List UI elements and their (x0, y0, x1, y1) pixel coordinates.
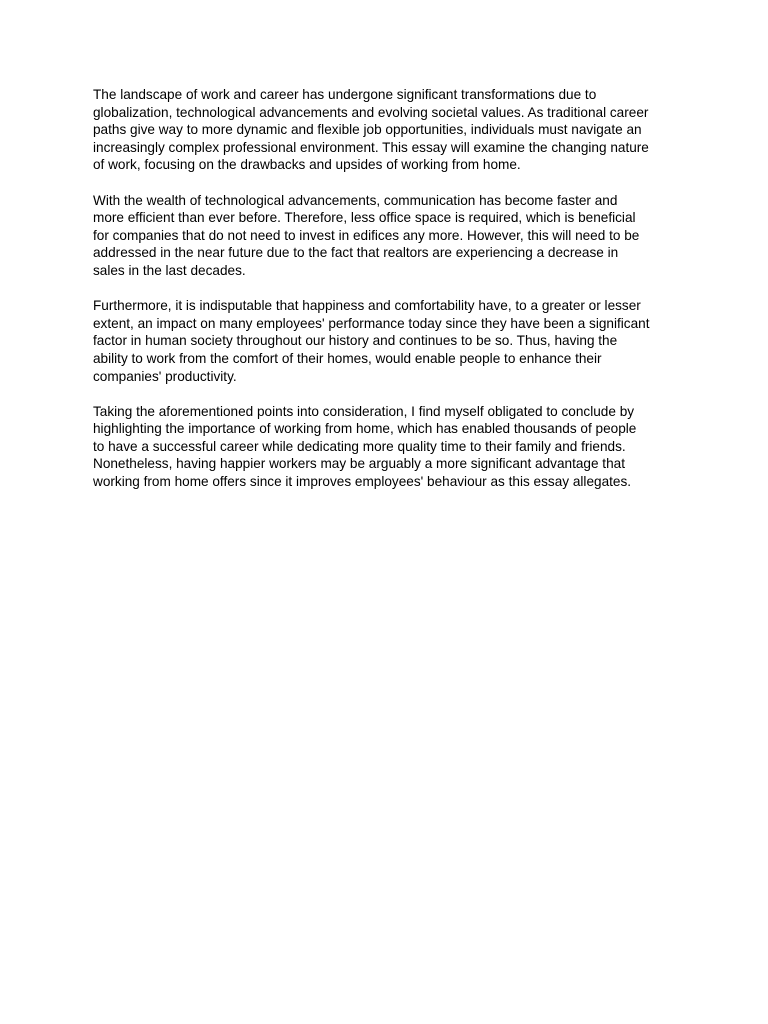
text-line: Nonetheless, having happier workers may be arguably a more significant advantage that (93, 456, 625, 472)
text-line: of work, focusing on the drawbacks and upsides of working from home. (93, 157, 521, 173)
text-line: extent, an impact on many employees' performance today since they have been a significant (93, 315, 650, 331)
text-line: paths give way to more dynamic and flexible job opportunities, individuals must navigate an (93, 122, 642, 138)
text-line: to have a successful career while dedicating more quality time to their family and friends. (93, 438, 626, 454)
text-line: addressed in the near future due to the fact that realtors are experiencing a decrease in (93, 245, 619, 261)
text-line: highlighting the importance of working from home, which has enabled thousands of people (93, 421, 637, 437)
text-line: working from home offers since it improves employees' behaviour as this essay allegates. (93, 474, 632, 490)
text-line: sales in the last decades. (93, 262, 246, 278)
text-line: The landscape of work and career has undergone significant transformations due to (93, 87, 597, 102)
paragraph-introduction (93, 86, 683, 174)
text-line: globalization, technological advancements and evolving societal values. As traditional career (93, 104, 649, 120)
paragraph-technology (93, 192, 683, 280)
text-line: Furthermore, it is indisputable that happiness and comfortability have, to a greater or lesser (93, 298, 641, 314)
text-line: increasingly complex professional environment. This essay will examine the changing nature (93, 139, 649, 155)
text-line: factor in human society throughout our history and continues to be so. Thus, having the (93, 333, 618, 349)
text-line: With the wealth of technological advancements, communication has become faster and (93, 192, 618, 208)
text-line: ability to work from the comfort of their homes, would enable people to enhance their (93, 350, 602, 366)
paragraph-conclusion (93, 403, 683, 491)
text-line: for companies that do not need to invest in edifices any more. However, this will need to be (93, 227, 640, 243)
essay-body (93, 86, 683, 491)
text-line: companies' productivity. (93, 368, 237, 384)
text-line: more efficient than ever before. Therefore, less office space is required, which is beneficial (93, 210, 636, 226)
paragraph-happiness (93, 297, 683, 385)
text-line: Taking the aforementioned points into consideration, I find myself obligated to conclude by (93, 403, 635, 419)
